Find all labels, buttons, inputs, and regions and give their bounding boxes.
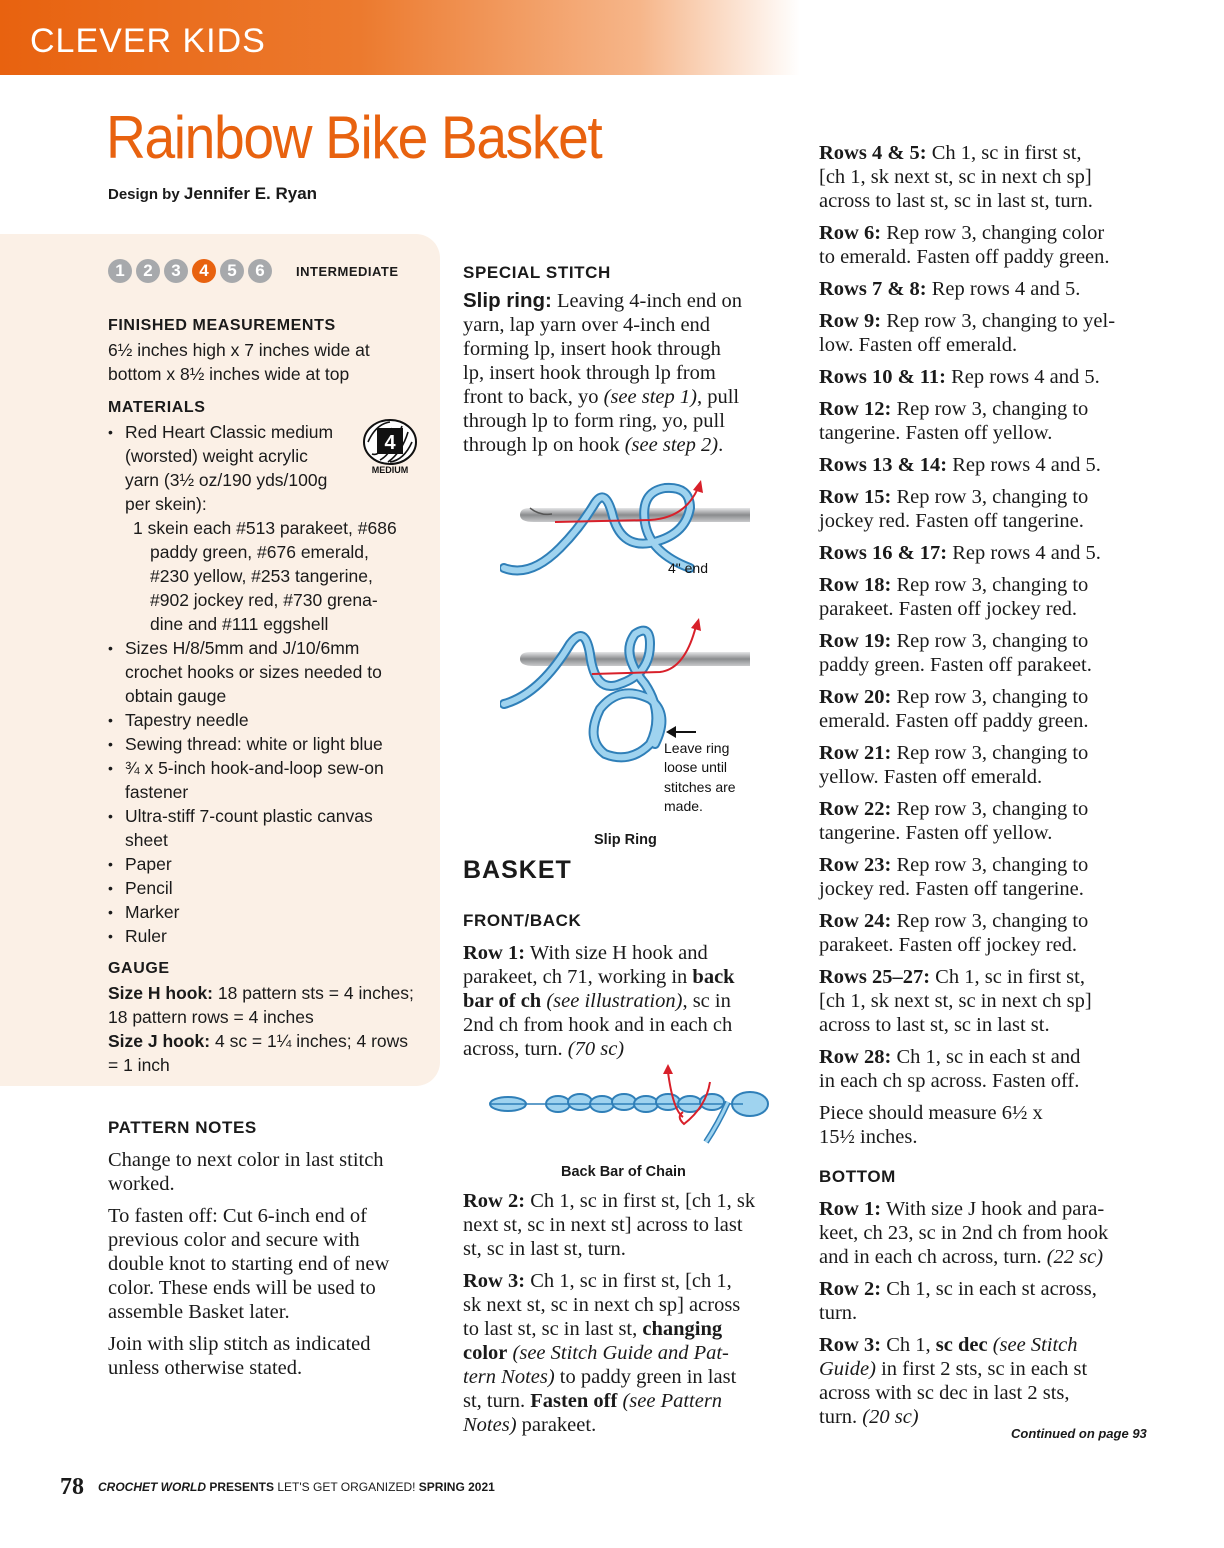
piece-measure: Piece should measure 6½ x 15½ inches. [819, 1102, 1043, 1148]
section-label: CLEVER KIDS [30, 22, 266, 60]
skill-dot-4: 4 [192, 259, 216, 283]
list-item: • Pencil [108, 876, 438, 900]
row-entry: Row 28: Ch 1, sc in each st and in each ch sp across. Fasten off. [819, 1046, 1081, 1092]
skill-label: INTERMEDIATE [296, 263, 399, 279]
yarn-weight-icon [362, 418, 418, 476]
basket-heading: BASKET [463, 856, 572, 884]
list-item: • Marker [108, 900, 438, 924]
materials-list [108, 420, 438, 948]
row-2-3-instructions: Row 2: Ch 1, sc in first st, [ch 1, sk next st, sc in next st] across to last st, sc in last st, turn. Row 3: Ch 1, sc in first st, [ch 1, sk next st, sc in next ch sp] across to last st, sc in last st, changing color (see Stitch Guide and Pat- tern Notes) to paddy green in last st, turn. Fasten off (see Pattern Notes) parakeet. [463, 1190, 756, 1436]
list-item: • Ruler [108, 924, 438, 948]
list-item: • Tapestry needle [108, 708, 438, 732]
slip-ring-caption: Slip Ring [594, 832, 657, 848]
note-paragraph: To fasten off: Cut 6-inch end of previous color and secure with double knot to starting end of new color. These ends will be used to assemble Basket later. [108, 1205, 390, 1323]
leave-ring-line-4: made. [664, 798, 703, 814]
row-entry: Row 15: Rep row 3, changing to jockey red. Fasten off tangerine. [819, 486, 1089, 532]
leave-ring-line-3: stitches are [664, 779, 736, 795]
page-title: Rainbow Bike Basket [106, 104, 602, 171]
list-item: • ¾ x 5-inch hook-and-loop sew-on fastener [108, 756, 438, 804]
back-bar-chain-illustration [488, 1062, 778, 1147]
row-entry: Row 22: Rep row 3, changing to tangerine. Fasten off yellow. [819, 798, 1089, 844]
list-item: • Paper [108, 852, 438, 876]
row-entry: Rows 16 & 17: Rep rows 4 and 5. [819, 542, 1101, 564]
continued-note: Continued on page 93 [1011, 1426, 1147, 1441]
finished-heading: FINISHED MEASUREMENTS [108, 317, 336, 334]
special-stitch: SPECIAL STITCH Slip ring: Leaving 4-inch end on yarn, lap yarn over 4-inch end forming lp, insert hook through lp, insert hook through lp from front to back, yo (see step 1), pull through lp to form ring, yo, pull through lp on hook (see step 2). [463, 263, 803, 457]
list-item: • Sizes H/8/5mm and J/10/6mm crochet hooks or sizes needed to obtain gauge [108, 636, 438, 708]
row-entry: Rows 13 & 14: Rep rows 4 and 5. [819, 454, 1101, 476]
yarn-weight-number: 4 [384, 432, 396, 454]
bottom-heading: BOTTOM [819, 1167, 896, 1186]
row-entry: Row 19: Rep row 3, changing to paddy green. Fasten off parakeet. [819, 630, 1092, 676]
row-entry: Row 23: Rep row 3, changing to jockey red. Fasten off tangerine. [819, 854, 1089, 900]
materials-heading: MATERIALS [108, 399, 206, 416]
yarn-weight-label: MEDIUM [371, 465, 409, 475]
note-paragraph: Join with slip stitch as indicated unless otherwise stated. [108, 1333, 371, 1379]
row-entry: Rows 7 & 8: Rep rows 4 and 5. [819, 278, 1081, 300]
yarn-colors: 1 skein each #513 parakeet, #686 paddy green, #676 emerald, #230 yellow, #253 tangerine, #902 jockey red, #730 grena- dine and #111 eggshell [133, 518, 397, 634]
leave-ring-line-2: loose until [664, 759, 728, 775]
row-entry: Row 6: Rep row 3, changing color to emerald. Fasten off paddy green. [819, 222, 1110, 268]
row-entry: Row 21: Rep row 3, changing to yellow. Fasten off emerald. [819, 742, 1089, 788]
end-label: 4" end [668, 560, 709, 576]
finished-measurements: FINISHED MEASUREMENTS 6½ inches high x 7 inches wide at bottom x 8½ inches wide at top [108, 314, 428, 386]
special-stitch-heading: SPECIAL STITCH [463, 263, 611, 282]
list-item: • Sewing thread: white or light blue [108, 732, 438, 756]
note-paragraph: Change to next color in last stitch worked. [108, 1149, 384, 1195]
row-1-instructions: Row 1: With size H hook and parakeet, ch 71, working in back bar of ch (see illustration), sc in 2nd ch from hook and in each ch across, turn. (70 sc) [463, 942, 735, 1060]
row-entry: Rows 4 & 5: Ch 1, sc in first st, [ch 1, sk next st, sc in next ch sp] across to last st, sc in last st, turn. [819, 142, 1093, 212]
svg-text:Leave ring loose until [664, 740, 739, 814]
front-back-heading: FRONT/BACK [463, 911, 582, 930]
row-entry: Row 9: Rep row 3, changing to yel- low. Fasten off emerald. [819, 310, 1116, 356]
list-item: • Red Heart Classic medium (worsted) weight acrylic yarn (3½ oz/190 yds/100g per skein): 1 skein each #513 parakeet, #686 paddy green, #676 emerald, #230 yellow, #253 tangerine, #902 jockey red, #730 grena- dine and #111 eggshell [108, 420, 438, 636]
page-footer: 78 CROCHET WORLD PRESENTS LET'S GET ORGANIZED! SPRING 2021 [60, 1474, 495, 1500]
skill-dot-5: 5 [220, 259, 244, 283]
materials [108, 396, 438, 948]
back-bar-caption: Back Bar of Chain [561, 1164, 686, 1180]
row-entry: Row 20: Rep row 3, changing to emerald. Fasten off paddy green. [819, 686, 1089, 732]
row-entry: Row 18: Rep row 3, changing to parakeet. Fasten off jockey red. [819, 574, 1089, 620]
pattern-notes [108, 1118, 443, 1388]
gauge-heading: GAUGE [108, 960, 170, 977]
skill-level [108, 259, 399, 283]
leave-ring-line-1: Leave ring [664, 740, 730, 756]
bottom-instructions: Row 1: With size J hook and para- keet, ch 23, sc in 2nd ch from hook and in each ch across, turn. (22 sc) Row 2: Ch 1, sc in each st across, turn. Row 3: Ch 1, sc dec (see Stitch Guide) in first 2 sts, sc in each st across with sc dec in last 2 sts, turn. (20 sc) [819, 1198, 1109, 1428]
skill-dot-2: 2 [136, 259, 160, 283]
skill-dot-6: 6 [248, 259, 272, 283]
row-entry: Rows 10 & 11: Rep rows 4 and 5. [819, 366, 1100, 388]
row-entry: Row 24: Rep row 3, changing to parakeet. Fasten off jockey red. [819, 910, 1089, 956]
skill-dot-3: 3 [164, 259, 188, 283]
list-item: • Ultra-stiff 7-count plastic canvas sheet [108, 804, 438, 852]
section-banner [0, 0, 800, 75]
page-number: 78 [60, 1474, 84, 1500]
byline: Design by Jennifer E. Ryan [108, 184, 318, 203]
designer-name: Jennifer E. Ryan [183, 184, 318, 203]
row-entry: Rows 25–27: Ch 1, sc in first st, [ch 1, sk next st, sc in next ch sp] across to last st, sc in last st. [819, 966, 1092, 1036]
row-list [819, 141, 1164, 1157]
pattern-notes-heading: PATTERN NOTES [108, 1118, 257, 1137]
slip-ring-step1-illustration [500, 478, 760, 588]
gauge: GAUGE Size H hook: 18 pattern sts = 4 inches; 18 pattern rows = 4 inches Size J hook: 4 sc = 1¼ inches; 4 rows = 1 inch [108, 957, 438, 1077]
slip-ring-step2-illustration [500, 614, 770, 829]
skill-dot-1: 1 [108, 259, 132, 283]
row-entry: Row 12: Rep row 3, changing to tangerine. Fasten off yellow. [819, 398, 1089, 444]
